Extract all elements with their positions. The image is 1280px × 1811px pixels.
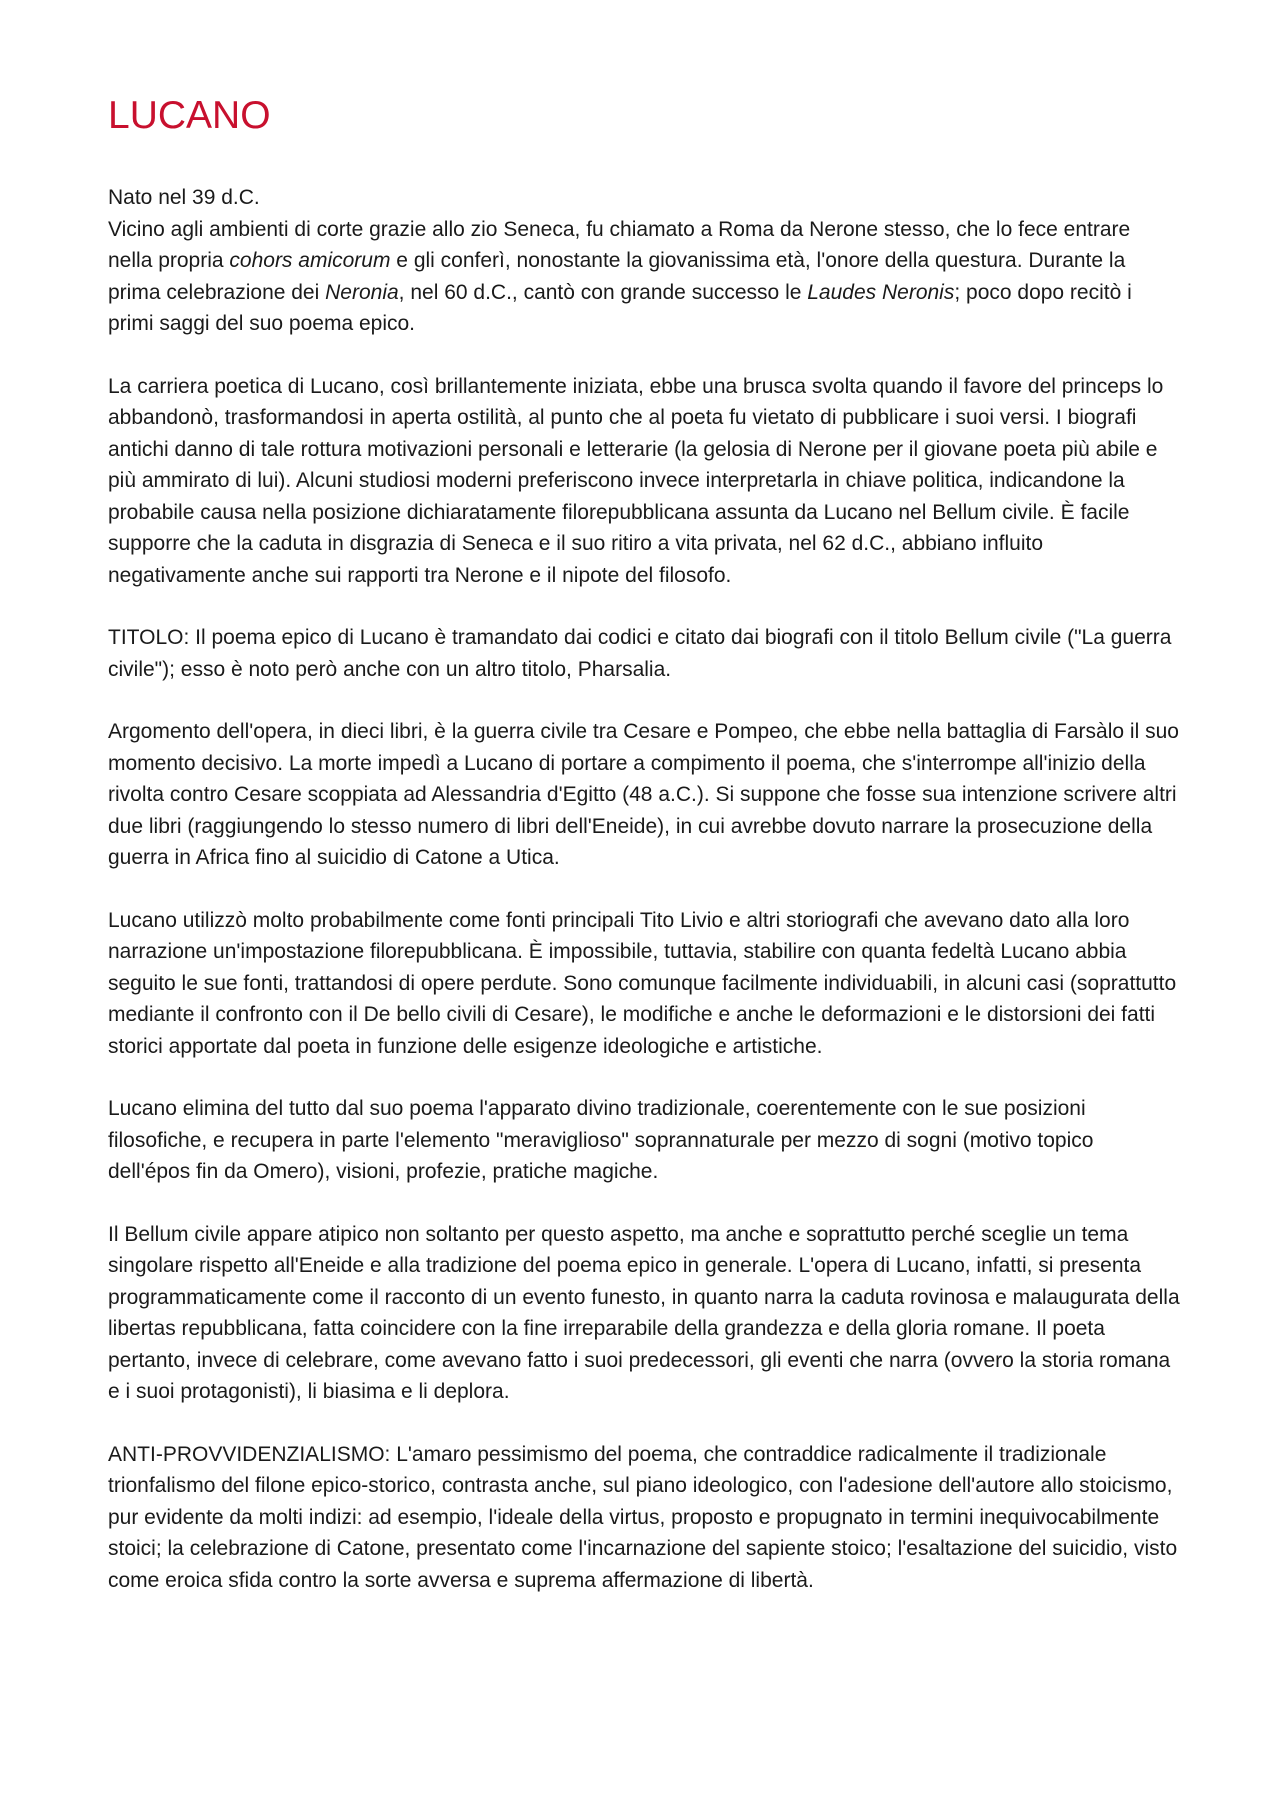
- paragraph-fonti: Lucano utilizzò molto probabilmente come fonti principali Tito Livio e altri storiografi che avevano dato alla loro narrazione un'impostazione filorepubblicana. È impossibile, tuttavia, stabilire con quanta fedeltà Lucano abbia seguito le sue fonti, trattandosi di opere perdute. Sono comunque facilmente individuabili, in alcuni casi (soprattutto mediante il confronto con il De bello civili di Cesare), le modifiche e anche le deformazioni e le distorsioni dei fatti storici apportate dal poeta in funzione delle esigenze ideologiche e artistiche.: [108, 908, 1177, 1058]
- paragraph-argomento: Argomento dell'opera, in dieci libri, è la guerra civile tra Cesare e Pompeo, che ebbe nella battaglia di Farsàlo il suo momento decisivo. La morte impedì a Lucano di portare a compimento il poema, che s'interrompe all'inizio della rivolta contro Cesare scoppiata ad Alessandria d'Egitto (48 a.C.). Si suppone che fosse sua intenzione scrivere altri due libri (raggiungendo lo stesso numero di libri dell'Eneide), in cui avrebbe dovuto narrare la prosecuzione della guerra in Africa fino al suicidio di Catone a Utica.: [108, 720, 1179, 869]
- paragraph-career: La carriera poetica di Lucano, così brillantemente iniziata, ebbe una brusca svolta quando il favore del princeps lo abbandonò, trasformandosi in aperta ostilità, al punto che al poeta fu vietato di pubblicare i suoi versi. I biografi antichi danno di tale rottura motivazioni personali e letterarie (la gelosia di Nerone per il giovane poeta più abile e più ammirato di lui). Alcuni studiosi moderni preferiscono invece interpretarla in chiave politica, indicandone la probabile causa nella posizione dichiaratamente filorepubblicana assunta da Lucano nel Bellum civile. È facile supporre che la caduta in disgrazia di Seneca e il suo ritiro a vita privata, nel 62 d.C., abbiano influito negativamente anche sui rapporti tra Nerone e il nipote del filosofo.: [108, 374, 1164, 587]
- paragraph-apparato-divino: Lucano elimina del tutto dal suo poema l'apparato divino tradizionale, coerentemente con le sue posizioni filosofiche, e recupera in parte l'elemento "meraviglioso" soprannaturale per mezzo di sogni (motivo topico dell'épos fin da Omero), visioni, profezie, pratiche magiche.: [108, 1097, 1094, 1183]
- text-segment: ; poco dopo recitò i primi saggi del suo poema epico.: [108, 280, 1132, 335]
- italic-term: Neronia: [325, 280, 399, 304]
- text-segment: Vicino agli ambienti di corte grazie allo zio Seneca, fu chiamato a Roma da Nerone stesso, che lo fece entrare nella propria: [108, 217, 1131, 272]
- paragraph-biography: [108, 182, 1180, 340]
- italic-term: cohors amicorum: [229, 249, 391, 272]
- paragraph-titolo: TITOLO: Il poema epico di Lucano è tramandato dai codici e citato dai biografi con il titolo Bellum civile ("La guerra civile"); esso è noto però anche con un altro titolo, Pharsalia.: [108, 626, 1172, 681]
- paragraph-bellum-civile: Il Bellum civile appare atipico non soltanto per questo aspetto, ma anche e soprattutto perché sceglie un tema singolare rispetto all'Eneide e alla tradizione del poema epico in generale. L'opera di Lucano, infatti, si presenta programmaticamente come il racconto di un evento funesto, in quanto narra la caduta rovinosa e malaugurata della libertas repubblicana, fatta coincidere con la fine irreparabile della grandezza e della gloria romane. Il poeta pertanto, invece di celebrare, come avevano fatto i suoi predecessori, gli eventi che narra (ovvero la storia romana e i suoi protagonisti), li biasima e li deplora.: [108, 1222, 1180, 1403]
- page-title: LUCANO: [108, 94, 271, 137]
- paragraph-anti-provvidenzialismo: ANTI-PROVVIDENZIALISMO: L'amaro pessimismo del poema, che contraddice radicalmente il tradizionale trionfalismo del filone epico-storico, contrasta anche, sul piano ideologico, con l'adesione dell'autore allo stoicismo, pur evidente da molti indizi: ad esempio, l'ideale della virtus, proposto e propugnato in termini inequivocabilmente stoici; la celebrazione di Catone, presentato come l'incarnazione del sapiente stoico; l'esaltazione del suicidio, visto come eroica sfida contro la sorte avversa e suprema affermazione di libertà.: [108, 1442, 1178, 1592]
- text-segment: e gli conferì, nonostante la giovanissima età, l'onore della questura. Durante la prima celebrazione dei: [108, 249, 1126, 304]
- text-segment: , nel 60 d.C., cantò con grande successo le: [398, 280, 808, 304]
- italic-term: Laudes Neronis: [807, 280, 955, 304]
- document-page: [108, 92, 1180, 1627]
- birth-line: Nato nel 39 d.C.: [108, 186, 260, 209]
